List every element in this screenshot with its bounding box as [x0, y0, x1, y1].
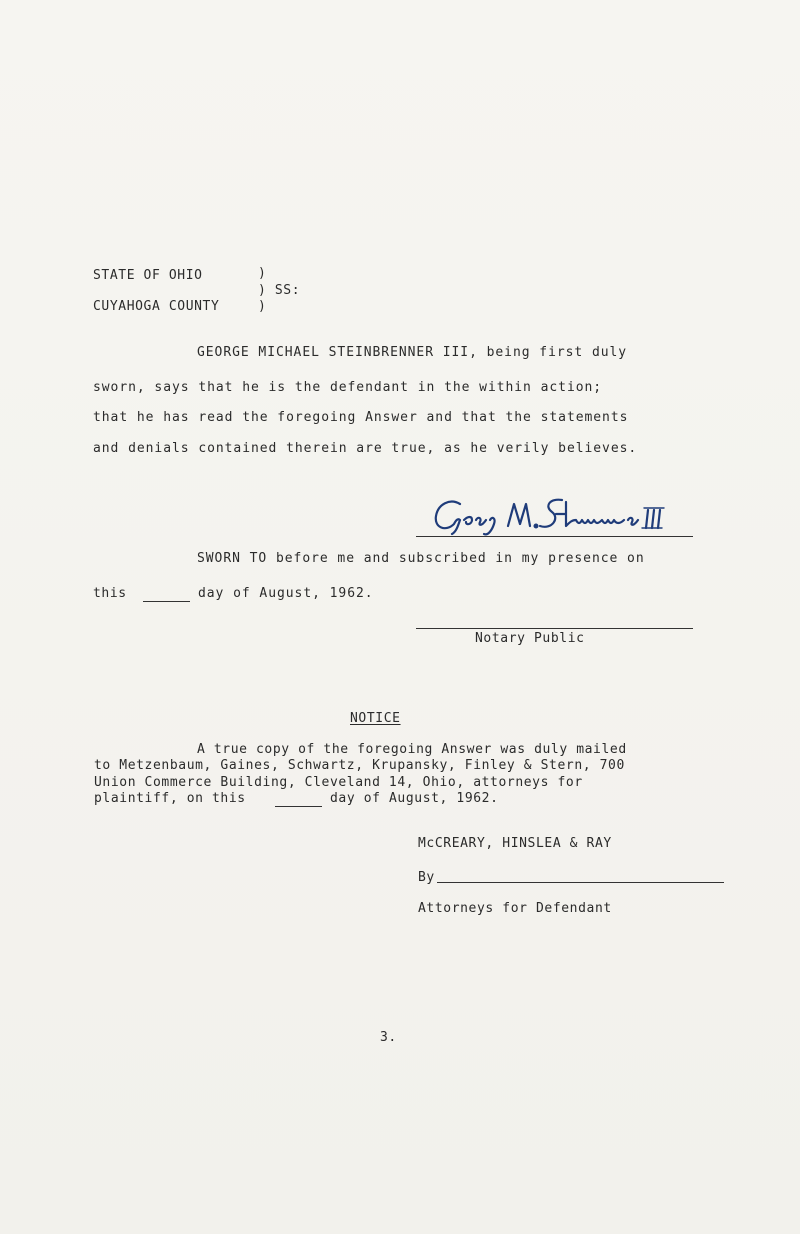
notice-line-4-suffix: day of August, 1962. — [330, 791, 499, 806]
signature-line — [416, 536, 693, 537]
venue-paren-top: ) — [258, 266, 266, 281]
page-number: 3. — [380, 1030, 397, 1045]
affidavit-line-3: that he has read the foregoing Answer and that the statements — [93, 410, 629, 425]
attorney-role: Attorneys for Defendant — [418, 901, 612, 916]
notice-heading: NOTICE — [350, 711, 401, 726]
venue-county: CUYAHOGA COUNTY — [93, 299, 220, 314]
affidavit-line-1: GEORGE MICHAEL STEINBRENNER III, being first duly — [197, 345, 628, 360]
affidavit-line-2: sworn, says that he is the defendant in the within action; — [93, 380, 603, 395]
defendant-signature — [420, 490, 700, 540]
venue-ss: ) SS: — [258, 283, 301, 298]
attorney-firm: McCREARY, HINSLEA & RAY — [418, 836, 612, 851]
notice-day-blank — [275, 806, 322, 807]
notice-line-2: to Metzenbaum, Gaines, Schwartz, Krupansky, Finley & Stern, 700 — [94, 758, 625, 773]
sworn-this-label: this — [93, 586, 127, 601]
venue-state: STATE OF OHIO — [93, 268, 203, 283]
attorney-signature-line — [437, 882, 724, 883]
sworn-line-1: SWORN TO before me and subscribed in my presence on — [197, 551, 645, 566]
notice-line-1: A true copy of the foregoing Answer was duly mailed — [197, 742, 627, 757]
notice-line-3: Union Commerce Building, Cleveland 14, Ohio, attorneys for — [94, 775, 583, 790]
notice-line-4-prefix: plaintiff, on this — [94, 791, 246, 806]
sworn-day-blank — [143, 601, 190, 602]
attorney-by-label: By — [418, 870, 435, 885]
sworn-date-text: day of August, 1962. — [198, 586, 374, 601]
affidavit-line-4: and denials contained therein are true, as he verily believes. — [93, 441, 638, 456]
notary-label: Notary Public — [475, 631, 585, 646]
notary-signature-line — [416, 628, 693, 629]
venue-paren-bottom: ) — [258, 299, 266, 314]
